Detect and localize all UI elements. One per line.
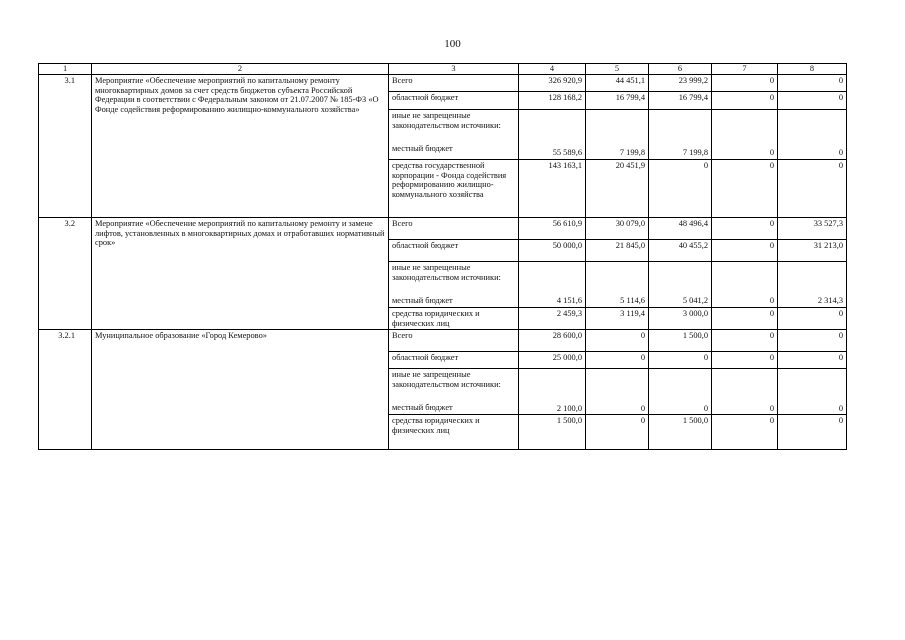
funding-source-label: Всего xyxy=(389,218,519,240)
value-cell: 40 455,2 xyxy=(649,240,712,262)
value-cell: 7 199,8 xyxy=(649,143,712,160)
value-cell: 30 079,0 xyxy=(586,218,649,240)
funding-source-label: средства государственной корпорации - Фонда содействия реформированию жилищно-коммунального хозяйства xyxy=(389,160,519,218)
value-cell: 31 213,0 xyxy=(778,240,847,262)
table-row xyxy=(39,75,847,92)
funding-source-label: иные не запрещенные законодательством источники: xyxy=(389,369,519,402)
value-cell: 4 151,6 xyxy=(519,295,586,308)
section-title: Мероприятие «Обеспечение мероприятий по капитальному ремонту и замене лифтов, установленных в многоквартирных домах и отработавших нормативный срок» xyxy=(92,218,389,330)
table-row xyxy=(39,218,847,240)
value-cell xyxy=(649,110,712,143)
header-cell: 1 xyxy=(39,64,92,75)
value-cell: 0 xyxy=(712,143,778,160)
header-cell: 8 xyxy=(778,64,847,75)
value-cell: 0 xyxy=(778,330,847,352)
value-cell: 128 168,2 xyxy=(519,92,586,110)
value-cell: 3 119,4 xyxy=(586,308,649,330)
value-cell: 143 163,1 xyxy=(519,160,586,218)
value-cell: 7 199,8 xyxy=(586,143,649,160)
value-cell: 0 xyxy=(712,415,778,450)
value-cell: 3 000,0 xyxy=(649,308,712,330)
funding-source-label: иные не запрещенные законодательством источники: xyxy=(389,110,519,143)
section-title: Муниципальное образование «Город Кемерово» xyxy=(92,330,389,450)
value-cell: 44 451,1 xyxy=(586,75,649,92)
value-cell: 0 xyxy=(778,92,847,110)
header-cell: 3 xyxy=(389,64,519,75)
section-code: 3.2.1 xyxy=(39,330,92,450)
value-cell: 0 xyxy=(778,143,847,160)
funding-source-label: средства юридических и физических лиц xyxy=(389,415,519,450)
value-cell: 0 xyxy=(778,415,847,450)
value-cell: 0 xyxy=(778,308,847,330)
value-cell: 0 xyxy=(586,402,649,415)
funding-source-label: местный бюджет xyxy=(389,143,519,160)
value-cell: 0 xyxy=(649,402,712,415)
value-cell: 55 589,6 xyxy=(519,143,586,160)
table-row xyxy=(39,330,847,352)
value-cell: 21 845,0 xyxy=(586,240,649,262)
budget-table xyxy=(38,63,847,450)
value-cell: 0 xyxy=(778,160,847,218)
value-cell: 48 496,4 xyxy=(649,218,712,240)
funding-source-label: местный бюджет xyxy=(389,402,519,415)
value-cell: 0 xyxy=(649,352,712,369)
value-cell xyxy=(712,110,778,143)
section-code: 3.2 xyxy=(39,218,92,330)
funding-source-label: Всего xyxy=(389,330,519,352)
value-cell xyxy=(649,262,712,295)
funding-source-label: областной бюджет xyxy=(389,352,519,369)
value-cell: 0 xyxy=(778,352,847,369)
value-cell xyxy=(586,369,649,402)
value-cell: 5 041,2 xyxy=(649,295,712,308)
value-cell: 5 114,6 xyxy=(586,295,649,308)
value-cell: 1 500,0 xyxy=(519,415,586,450)
value-cell: 16 799,4 xyxy=(586,92,649,110)
value-cell: 0 xyxy=(712,75,778,92)
value-cell: 56 610,9 xyxy=(519,218,586,240)
funding-source-label: областной бюджет xyxy=(389,240,519,262)
section-title: Мероприятие «Обеспечение мероприятий по капитальному ремонту многоквартирных домов за счет средств бюджетов субъекта Российской Федерации в соответствии с Федеральным законом от 21.07.2007 № 185-ФЗ «О Фонде содействия реформированию жилищно-коммунального хозяйства» xyxy=(92,75,389,218)
value-cell: 0 xyxy=(712,330,778,352)
value-cell xyxy=(649,369,712,402)
value-cell: 0 xyxy=(712,402,778,415)
header-cell: 6 xyxy=(649,64,712,75)
value-cell: 0 xyxy=(712,352,778,369)
funding-source-label: средства юридических и физических лиц xyxy=(389,308,519,330)
value-cell: 0 xyxy=(649,160,712,218)
value-cell xyxy=(778,369,847,402)
value-cell: 2 100,0 xyxy=(519,402,586,415)
value-cell: 0 xyxy=(712,240,778,262)
section-code: 3.1 xyxy=(39,75,92,218)
value-cell xyxy=(778,262,847,295)
funding-source-label: Всего xyxy=(389,75,519,92)
value-cell: 0 xyxy=(778,402,847,415)
header-cell: 4 xyxy=(519,64,586,75)
value-cell xyxy=(519,262,586,295)
value-cell: 2 459,3 xyxy=(519,308,586,330)
value-cell: 25 000,0 xyxy=(519,352,586,369)
value-cell: 0 xyxy=(712,218,778,240)
funding-source-label: областной бюджет xyxy=(389,92,519,110)
value-cell: 50 000,0 xyxy=(519,240,586,262)
value-cell: 28 600,0 xyxy=(519,330,586,352)
value-cell xyxy=(778,110,847,143)
value-cell: 23 999,2 xyxy=(649,75,712,92)
page-number: 100 xyxy=(444,38,461,50)
value-cell xyxy=(712,262,778,295)
value-cell: 0 xyxy=(712,92,778,110)
value-cell: 0 xyxy=(586,352,649,369)
value-cell: 2 314,3 xyxy=(778,295,847,308)
value-cell: 0 xyxy=(778,75,847,92)
value-cell: 0 xyxy=(712,295,778,308)
value-cell: 20 451,9 xyxy=(586,160,649,218)
value-cell xyxy=(712,369,778,402)
header-cell: 2 xyxy=(92,64,389,75)
funding-source-label: местный бюджет xyxy=(389,295,519,308)
header-cell: 5 xyxy=(586,64,649,75)
value-cell: 33 527,3 xyxy=(778,218,847,240)
value-cell: 326 920,9 xyxy=(519,75,586,92)
value-cell: 16 799,4 xyxy=(649,92,712,110)
header-row xyxy=(39,64,847,75)
value-cell xyxy=(519,369,586,402)
value-cell xyxy=(586,110,649,143)
value-cell: 0 xyxy=(586,330,649,352)
funding-source-label: иные не запрещенные законодательством источники: xyxy=(389,262,519,295)
value-cell: 0 xyxy=(586,415,649,450)
value-cell xyxy=(519,110,586,143)
value-cell: 1 500,0 xyxy=(649,330,712,352)
value-cell: 0 xyxy=(712,308,778,330)
value-cell xyxy=(586,262,649,295)
value-cell: 1 500,0 xyxy=(649,415,712,450)
header-cell: 7 xyxy=(712,64,778,75)
value-cell: 0 xyxy=(712,160,778,218)
